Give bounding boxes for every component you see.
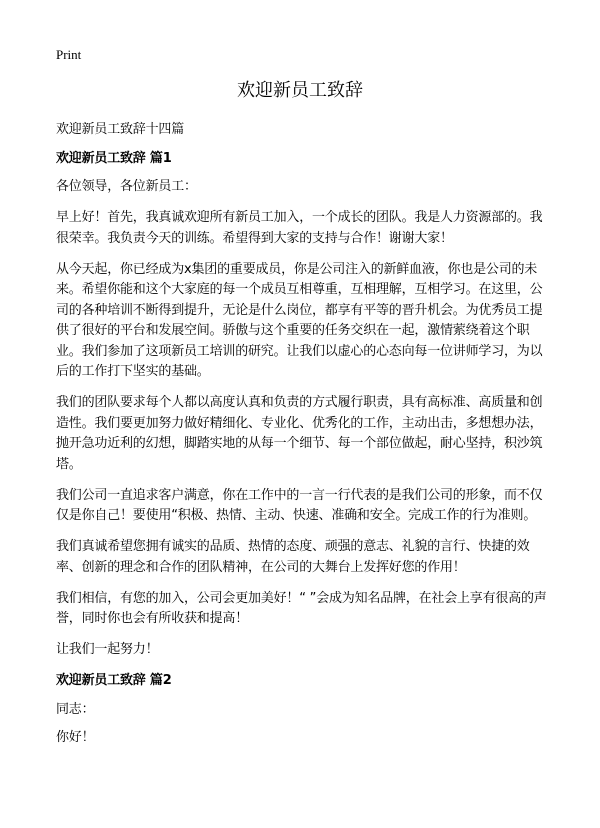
section-1-paragraph-2: 从今天起，你已经成为x集团的重要成员，你是公司注入的新鲜血液，你也是公司的未来。希望你能和这个大家庭的每一个成员互相尊重，互相理解，互相学习。在这里，公司的各种培训不断得到提升，无论是什么岗位，都享有平等的晋升机会。为优秀员工提供了很好的平台和发展空间。骄傲与这个重要的任务交织在一起，激情萦绕着这个职业。我们参加了这项新员工培训的研究。让我们以虚心的心态向每一位讲师学习，为以后的工作打下坚实的基础。 [56, 261, 543, 379]
section-1-paragraph-5: 我们真诚希望您拥有诚实的品质、热情的态度、顽强的意志、礼貌的言行、快捷的效率、创新的理念和合作的团队精神，在公司的大舞台上发挥好您的作用！ [56, 539, 530, 575]
document-subtitle: 欢迎新员工致辞十四篇 [56, 122, 185, 137]
section-1-paragraph-3: 我们的团队要求每个人都以高度认真和负责的方式履行职责，具有高标准、高质量和创造性。我们要更加努力做好精细化、专业化、优秀化的工作，主动出击，多想想办法，抛开急功近利的幻想，脚踏实地的从每一个细节、每一个部位做起，耐心坚持，积沙筑塔。 [56, 395, 543, 472]
section-2-greeting: 同志： [56, 701, 95, 717]
section-1-closing: 让我们一起努力！ [56, 642, 159, 657]
print-label: Print [56, 47, 82, 62]
section-1-greeting: 各位领导，各位新员工： [56, 179, 197, 194]
document-body [56, 120, 548, 757]
document-title: 欢迎新员工致辞 [237, 80, 363, 101]
section-2-hello: 你好！ [56, 730, 95, 745]
section-1-paragraph-1: 早上好！首先，我真诚欢迎所有新员工加入，一个成长的团队。我是人力资源部的。我很荣幸。我负责今天的训练。希望得到大家的支持与合作！谢谢大家！ [56, 210, 543, 246]
section-1-heading: 欢迎新员工致辞 篇1 [56, 150, 172, 166]
section-2-heading: 欢迎新员工致辞 篇2 [56, 673, 172, 688]
section-1-paragraph-6: 我们相信，有您的加入，公司会更加美好！“ ”会成为知名品牌，在社会上享有很高的声誉，同时你也会有所收获和提高！ [56, 590, 547, 626]
section-1-paragraph-4: 我们公司一直追求客户满意，你在工作中的一言一行代表的是我们公司的形象，而不仅仅是你自己！要使用“积极、热情、主动、快速、准确和安全。完成工作的行为准则。 [56, 487, 543, 523]
